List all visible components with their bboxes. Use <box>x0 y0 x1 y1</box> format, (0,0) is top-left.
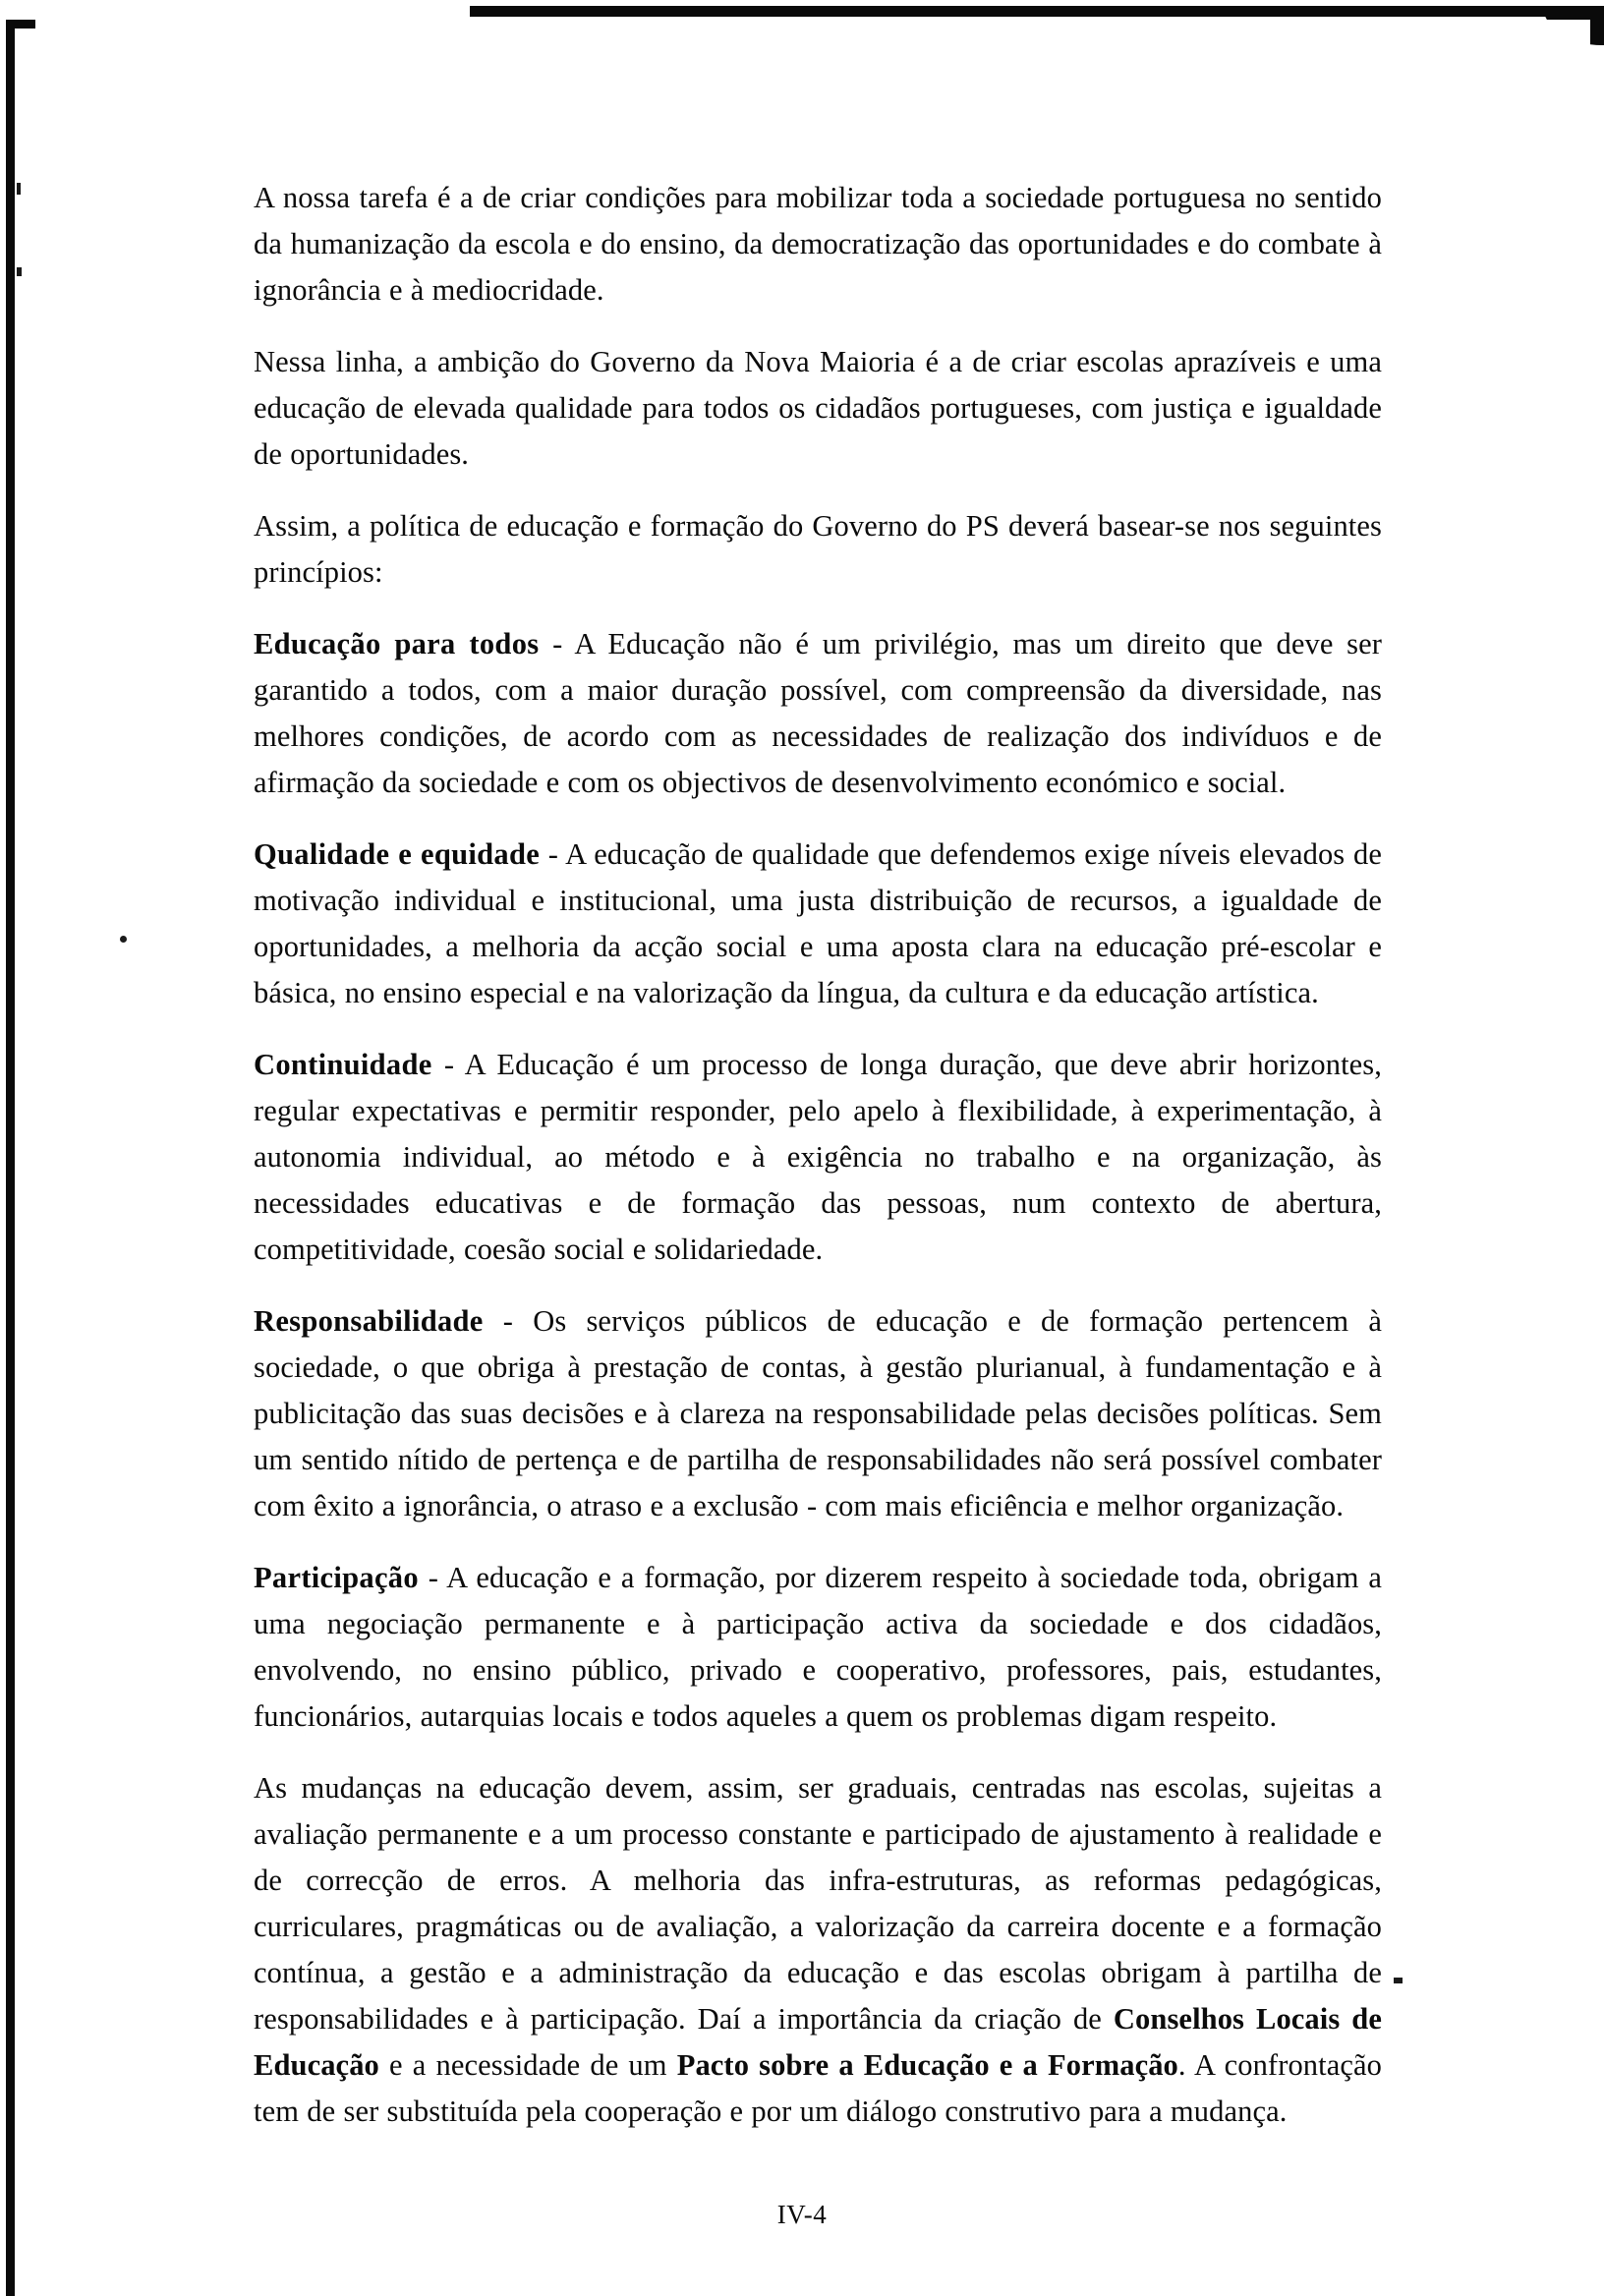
scan-speck <box>1394 1978 1403 1983</box>
scan-edge-top-artifact <box>470 6 1604 17</box>
principle-lead-label: Qualidade e equidade <box>254 837 541 871</box>
paragraph-intro-3: Assim, a política de educação e formação do Governo do PS deverá basear-se nos seguintes princípios: <box>254 509 1382 589</box>
principle-body-text: - A educação e a formação, por dizerem respeito à sociedade toda, obrigam a uma negociação permanente e à participação activa da sociedade e dos cidadãos, envolvendo, no ensino público, privado e cooperativo, professores, pais, estudantes, funcionários, autarquias locais e todos aqueles a quem os problemas digam respeito. <box>254 1561 1382 1733</box>
principle-lead-label: Educação para todos <box>254 627 540 660</box>
scan-edge-left-cap-artifact <box>6 20 35 29</box>
scan-edge-corner-inner <box>1531 20 1590 59</box>
closing-text-part-2: e a necessidade de um <box>378 2048 677 2082</box>
emphasis-conselhos-locais-de-educacao: Conselhos Locais de Educação <box>254 2002 1382 2082</box>
document-body <box>254 175 1382 2135</box>
principle-body-text: - A educação de qualidade que defendemos exige níveis elevados de motivação individual e institucional, uma justa distribuição de recursos, a igualdade de oportunidades, a melhoria da acção social e uma aposta clara na educação pré-escolar e básica, no ensino especial e na valorização da língua, da cultura e da educação artística. <box>254 837 1382 1009</box>
principle-body-text: - Os serviços públicos de educação e de formação pertencem à sociedade, o que obriga à prestação de contas, à gestão plurianual, à fundamentação e à publicitação das suas decisões e à clareza na responsabilidade pelas decisões políticas. Sem um sentido nítido de pertença e de partilha de responsabilidades não será possível combater com êxito a ignorância, o atraso e a exclusão - com mais eficiência e melhor organização. <box>254 1304 1382 1522</box>
scan-edge-corner-artifact <box>1543 6 1604 45</box>
principle-body-text: - A Educação não é um privilégio, mas um direito que deve ser garantido a todos, com a maior duração possível, com compreensão da diversidade, nas melhores condições, de acordo com as necessidades de realização dos indivíduos e de afirmação da sociedade e com os objectivos de desenvolvimento económico e social. <box>254 627 1382 799</box>
principle-participacao <box>254 1555 1382 1740</box>
paragraph-intro-2: Nessa linha, a ambição do Governo da Nova Maioria é a de criar escolas aprazíveis e uma educação de elevada qualidade para todos os cidadãos portugueses, com justiça e igualdade de oportunidades. <box>254 345 1382 471</box>
principle-qualidade-e-equidade <box>254 832 1382 1016</box>
scan-edge-left-artifact <box>6 20 15 2296</box>
principle-body-text: - A Educação é um processo de longa duração, que deve abrir horizontes, regular expectativas e permitir responder, pelo apelo à flexibilidade, à experimentação, à autonomia individual, ao método e à exigência no trabalho e na organização, às necessidades educativas e de formação das pessoas, num contexto de abertura, competitividade, coesão social e solidariedade. <box>254 1048 1382 1266</box>
principle-lead-label: Responsabilidade <box>254 1304 484 1338</box>
principle-lead-label: Participação <box>254 1561 419 1594</box>
closing-text-part-1: As mudanças na educação devem, assim, ser graduais, centradas nas escolas, sujeitas a avaliação permanente e a um processo constante e participado de ajustamento à realidade e de correcção de erros. A melhoria das infra-estruturas, as reformas pedagógicas, curriculares, pragmáticas ou de avaliação, a valorização da carreira docente e a formação contínua, a gestão e a administração da educação e das escolas obrigam à partilha de responsabilidades e à participação. Daí a importância da criação de <box>254 1771 1382 2036</box>
scan-speck <box>17 267 22 276</box>
closing-text-part-3: . A confrontação tem de ser substituída pela cooperação e por um diálogo construtivo para a mudança. <box>254 2048 1382 2128</box>
emphasis-pacto-sobre-a-educacao-e-a-formacao: Pacto sobre a Educação e a Formação <box>676 2048 1178 2082</box>
principle-continuidade <box>254 1042 1382 1273</box>
page-number-footer: IV-4 <box>776 2200 828 2229</box>
principle-responsabilidade <box>254 1298 1382 1529</box>
scan-speck <box>17 183 21 195</box>
principle-educacao-para-todos <box>254 621 1382 806</box>
paragraph-intro-1: A nossa tarefa é a de criar condições para mobilizar toda a sociedade portuguesa no sentido da humanização da escola e do ensino, da democratização das oportunidades e do combate à ignorância e à mediocridade. <box>254 181 1382 307</box>
principle-lead-label: Continuidade <box>254 1048 432 1081</box>
scan-speck <box>120 936 127 943</box>
paragraph-closing <box>254 1765 1382 2135</box>
